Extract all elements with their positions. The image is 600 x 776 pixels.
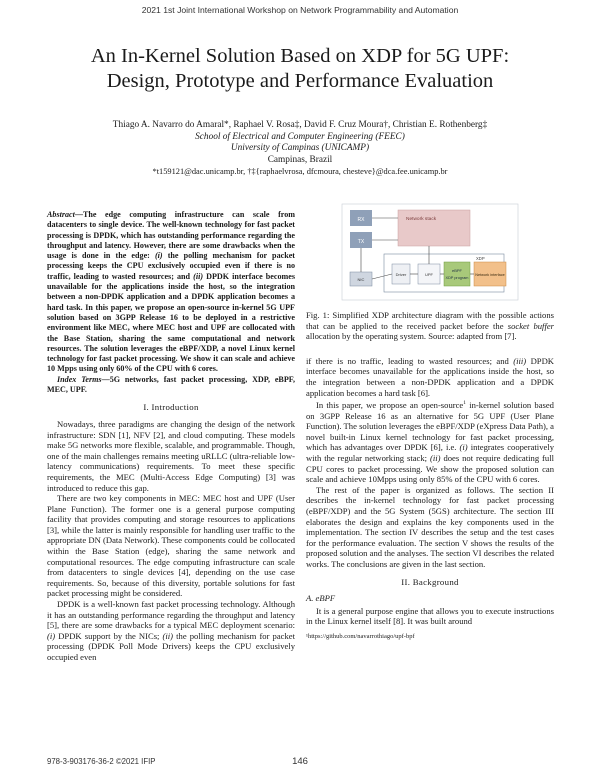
author-names: Thiago A. Navarro do Amaral*, Raphael V. Rosa‡, David F. Cruz Moura†, Christian E. Rothenberg‡	[112, 120, 488, 130]
title-line-2: Design, Prototype and Performance Evaluation	[106, 70, 494, 92]
ebpf-label: eBPF	[451, 268, 463, 273]
index-terms: Index Terms—5G networks, fast packet processing, XDP, eBPF, MEC, UPF.	[47, 374, 296, 395]
paper-title	[20, 44, 580, 94]
subsection-heading-ebpf: A. eBPF	[306, 593, 336, 604]
intro-paragraph-3: DPDK is a well-known fast packet processing technology. Although it has an outstanding performance regarding the throughput and latency [5], there are some drawbacks for a typical MEC deployment scenario: (i) DPDK support by the NICs; (ii) the polling mechanism for packet processing (DPDK Poll Mode Drivers) keeps the CPU exclusively occupied even	[47, 599, 295, 662]
footnote[interactable]: ¹https://github.com/navarrothiago/upf-bpf	[306, 632, 415, 640]
ebpf-box	[444, 262, 470, 286]
author-emails: *t159121@dac.unicamp.br, †‡{raphaelvrosa, dfcmoura, chesteve}@dca.fee.unicamp.br	[152, 167, 448, 176]
intro-paragraph-2: There are two key components in MEC: MEC host and UPF (User Plane Function). The former one is a general purpose computing facility that provides computing and storage resources to applications [3], while the latter is mainly responsible for handling user traffic to the appropriate DN (Data Network). These components could be collocated within the Base Station (edge), sharing the same network and computational resources. The edge computing infrastructure can scale from datacenters to single devices [4], depending on the use case requirements. So, because of this diversity, portable solutions for fast packet processing might be considered.	[47, 493, 295, 599]
nic-label: NIC	[357, 277, 365, 282]
section-heading-introduction: I. Introduction	[143, 402, 199, 413]
affiliation-university: University of Campinas (UNICAMP)	[230, 143, 370, 153]
abstract: Abstract—The edge computing infrastructure can scale from datacenters to single device. The well-known technology for fast packet processing is DPDK, which has outstanding performance regarding the throughput and latency. However, there are some drawbacks when the usage is done in the edge: (i) the polling mechanism for packet processing keeps the CPU exclusively occupied even if there is no traffic, leading to wasted resources; and (ii) DPDK interface becomes unavailable for the applications inside the host, so the integration between a non-DPDK application and a DPDK application becomes a hard task. In this paper, we propose an open-source in-kernel 5G UPF solution based on 3GPP Release 16 to be deployed in a restrictive environment like MEC, where MEC host and UPF are collocated with the Base Station, sharing the same computational and network resources. The solution leverages the eBPF/XDP, a novel Linux kernel technology for fast packet processing. We show it can scale and achieve 10 Mpps using only 60% of the CPU with 6 cores.	[47, 210, 295, 374]
right-paragraph-3: The rest of the paper is organized as follows. The section II describes the in-kernel technology for fast packet processing (eBPF/XDP) and the 5G System (5GS) architecture. The section III elaborates the design and explains the key components used in the implementation. The section IV describes the setup and the test cases for the performance evaluation. The section V shows the results of the proposed solution and the analyses. The section VI describes the related works. The conclusions are given in the last section.	[306, 484, 554, 569]
affiliation-school: School of Electrical and Computer Engineering (FEEC)	[195, 131, 405, 142]
network-stack-label: Network stack	[406, 217, 437, 222]
tx-label: TX	[357, 239, 365, 245]
section-heading-background: II. Background	[401, 576, 459, 587]
affiliation-city: Campinas, Brazil	[267, 154, 333, 165]
figure-xdp-architecture	[306, 202, 554, 304]
copyright-footer: 978-3-903176-36-2 ©2021 IFIP	[47, 757, 156, 766]
conference-header: 2021 1st Joint International Workshop on Network Programmability and Automation	[141, 5, 459, 15]
intro-paragraph-1: Nowadays, three paradigms are changing the design of the network infrastructure: SDN [1], NFV [2], and cloud computing. These models make 5G networks more flexible, scalable, and programmable. Though, one of the main challenges remains meeting uRLLC (ultra-reliable low-latency communications) requirements. To meet these specific requirements, the MEC (Multi-Access Edge Computing) [3] was introduced to reduce this gap.	[47, 418, 295, 493]
xdp-program-label: XDP program	[445, 276, 469, 280]
abstract-label: Abstract	[47, 210, 75, 219]
page-number: 146	[292, 756, 308, 767]
right-paragraph-1: if there is no traffic, leading to wasted resources; and (iii) DPDK interface becomes unavailable for the applications inside the host, so the integration between a non-DPDK application and a DPDK application becomes a hard task [6].	[306, 355, 554, 398]
xdp-diagram	[306, 202, 554, 304]
rx-label: RX	[357, 217, 365, 223]
driver-label: Driver	[395, 272, 407, 277]
right-column	[306, 202, 554, 641]
index-terms-label: Index Terms	[57, 374, 102, 384]
xdp-region-label: XDP	[476, 256, 485, 261]
network-stack-box	[398, 210, 470, 246]
network-interface-label: Network interface	[475, 273, 505, 277]
title-line-1: An In-Kernel Solution Based on XDP for 5G UPF:	[90, 45, 510, 67]
ebpf-paragraph-1: It is a general purpose engine that allows you to execute instructions in the Linux kernel itself [8]. It was built around	[306, 605, 554, 627]
left-column	[47, 210, 295, 663]
figure-caption: Fig. 1: Simplified XDP architecture diagram with the possible actions that can be applied to the received packet before the socket buffer allocation by the operating system. Source: adapted from [7].	[306, 310, 554, 342]
upf-label: UPF	[425, 272, 433, 277]
author-block	[20, 120, 580, 178]
right-paragraph-2: In this paper, we propose an open-source$^1$ in-kernel solution based on 3GPP Release 16 as an alternative for 5G UPF (User Plane Function). The solution leverages the eBPF/XDP (eXpress Data Path), a novel built-in Linux kernel technology for fast packet processing, which has advantages over DPDK [6], i.e. (i) integrates cooperatively with the regular networking stack; (ii) does not require dedicating full CPU cores to packet processing. We show the proposed solution can scale and achieve 10Mpps using only 85% of the CPU with 6 cores.	[306, 400, 554, 485]
